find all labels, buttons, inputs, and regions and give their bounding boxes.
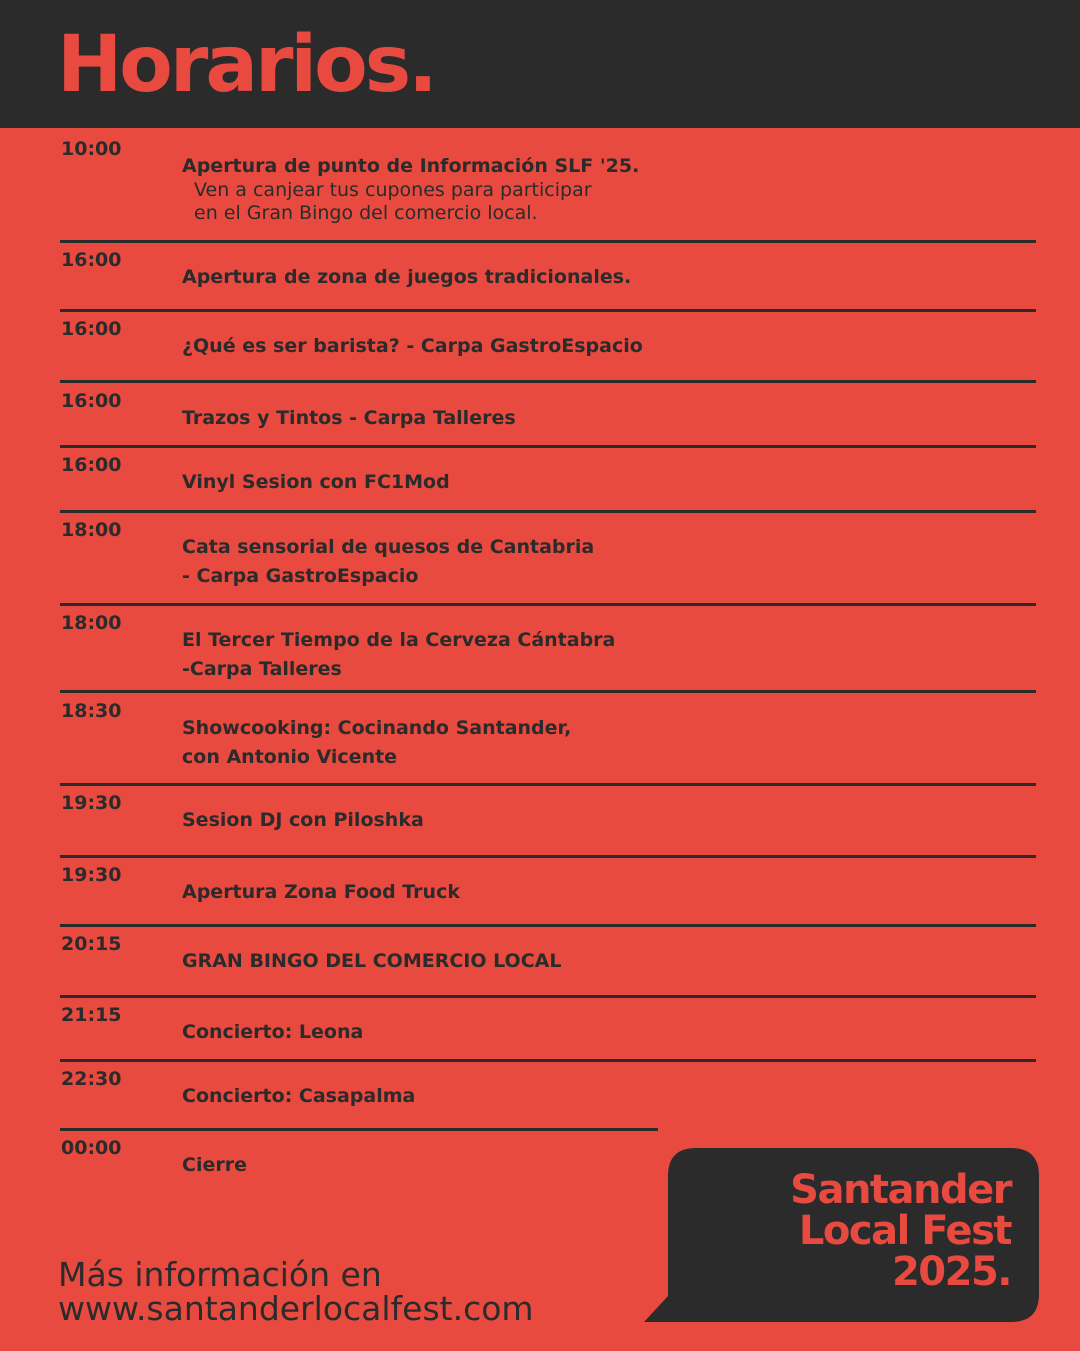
event-time: 18:00: [61, 519, 122, 541]
event-title: Cierre: [182, 1154, 247, 1176]
schedule-row: [60, 994, 1036, 1059]
event-description-line: Ven a canjear tus cupones para participar: [194, 179, 592, 201]
schedule-row: [60, 1127, 658, 1197]
schedule-row: [60, 308, 1036, 380]
event-title: Apertura de punto de Información SLF '25.: [182, 155, 640, 177]
event-title: Sesion DJ con Piloshka: [182, 809, 424, 831]
event-time: 10:00: [61, 138, 122, 160]
event-time: 22:30: [61, 1068, 122, 1090]
event-title: [182, 626, 615, 684]
schedule-row: [60, 690, 1036, 783]
event-time: 00:00: [61, 1137, 122, 1159]
event-time: 18:30: [61, 700, 122, 722]
event-time: 16:00: [61, 318, 122, 340]
event-title-line: - Carpa GastroEspacio: [182, 565, 419, 587]
schedule-row: [60, 1058, 1036, 1128]
event-time: 19:30: [61, 864, 122, 886]
event-title: [182, 714, 571, 772]
event-time: 20:15: [61, 933, 122, 955]
header-bar: [0, 0, 1080, 128]
event-title: Apertura de zona de juegos tradicionales.: [182, 266, 632, 288]
footer-info-line: Más información en: [58, 1255, 382, 1294]
schedule-row: [60, 602, 1036, 690]
event-title: ¿Qué es ser barista? - Carpa GastroEspacio: [182, 335, 643, 357]
schedule-row: [60, 854, 1036, 924]
event-time: 21:15: [61, 1004, 122, 1026]
schedule-row: [60, 380, 1036, 445]
schedule-row: [60, 923, 1036, 995]
schedule-row: [60, 782, 1036, 855]
event-title-line: Cata sensorial de quesos de Cantabria: [182, 536, 595, 558]
event-time: 16:00: [61, 249, 122, 271]
logo-line: Santander: [790, 1167, 1011, 1213]
event-title: Concierto: Casapalma: [182, 1085, 416, 1107]
event-time: 16:00: [61, 454, 122, 476]
event-title: [182, 533, 594, 591]
logo-wordmark: [790, 1167, 1011, 1295]
page-title: Horarios.: [57, 20, 435, 110]
event-title-line: con Antonio Vicente: [182, 746, 398, 768]
festival-logo: [644, 1148, 1039, 1322]
event-title: Vinyl Sesion con FC1Mod: [182, 471, 450, 493]
footer-website-link[interactable]: www.santanderlocalfest.com: [58, 1289, 534, 1328]
schedule-row: [60, 444, 1036, 510]
event-title: Concierto: Leona: [182, 1021, 364, 1043]
event-time: 18:00: [61, 612, 122, 634]
schedule-row: [60, 239, 1036, 309]
event-title-line: El Tercer Tiempo de la Cerveza Cántabra: [182, 629, 616, 651]
event-description: [194, 179, 592, 225]
event-title: Apertura Zona Food Truck: [182, 881, 460, 903]
event-title: Trazos y Tintos - Carpa Talleres: [182, 407, 516, 429]
schedule-row: [60, 509, 1036, 603]
event-title-line: Showcooking: Cocinando Santander,: [182, 717, 572, 739]
footer-info: [58, 1255, 534, 1328]
logo-line: 2025.: [891, 1249, 1011, 1295]
logo-line: Local Fest: [798, 1208, 1011, 1254]
schedule-row: [60, 128, 1036, 240]
event-time: 19:30: [61, 792, 122, 814]
event-title: GRAN BINGO DEL COMERCIO LOCAL: [182, 950, 562, 972]
event-title-line: -Carpa Talleres: [182, 658, 342, 680]
event-description-line: en el Gran Bingo del comercio local.: [194, 202, 538, 224]
event-time: 16:00: [61, 390, 122, 412]
